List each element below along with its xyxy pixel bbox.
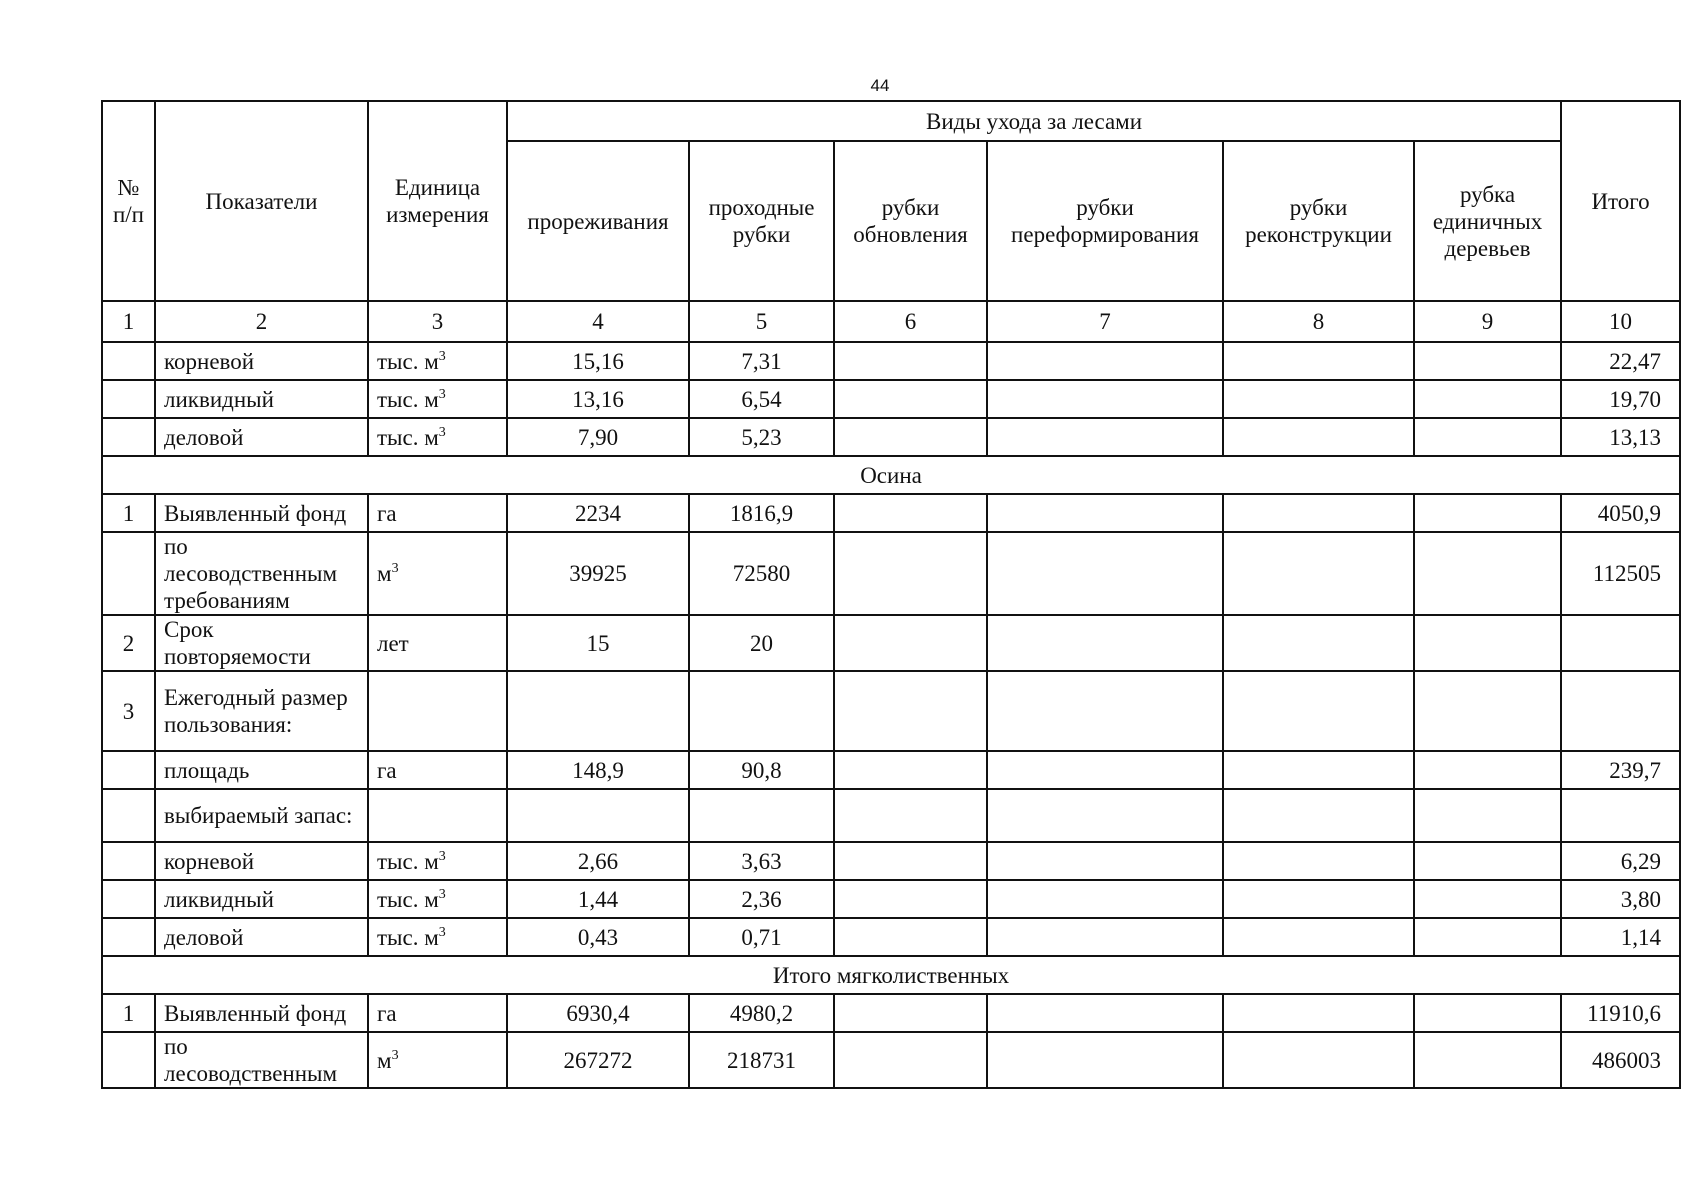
row-label: ликвидный: [155, 880, 368, 918]
table-row: [102, 615, 1680, 671]
table-row: [102, 671, 1680, 751]
unit-superscript: 3: [391, 1047, 399, 1063]
row-label: корневой: [155, 342, 368, 380]
value-single-tree-cutting: [1414, 494, 1561, 532]
row-unit: [368, 751, 507, 789]
row-number: [102, 880, 155, 918]
header-type-thinning: прореживания: [507, 141, 689, 301]
row-unit: [368, 789, 507, 842]
row-unit: [368, 994, 507, 1032]
value-single-tree-cutting: [1414, 751, 1561, 789]
row-number: [102, 532, 155, 615]
value-reformation-cutting: [987, 789, 1223, 842]
value-renewal-cutting: [834, 418, 987, 456]
value-thinning: 148,9: [507, 751, 689, 789]
row-number: [102, 1032, 155, 1088]
value-single-tree-cutting: [1414, 532, 1561, 615]
header-type-passage-cutting: проходные рубки: [689, 141, 834, 301]
table-row: [102, 789, 1680, 842]
unit-superscript: 3: [438, 348, 446, 364]
value-renewal-cutting: [834, 380, 987, 418]
value-thinning: 15,16: [507, 342, 689, 380]
col-number: 9: [1414, 301, 1561, 342]
row-unit: [368, 380, 507, 418]
row-label: Срок повторяемости: [155, 615, 368, 671]
value-thinning: 2,66: [507, 842, 689, 880]
value-reformation-cutting: [987, 380, 1223, 418]
table-row: [102, 380, 1680, 418]
col-number: 10: [1561, 301, 1680, 342]
unit-text: га: [377, 500, 397, 526]
value-renewal-cutting: [834, 751, 987, 789]
row-unit: [368, 671, 507, 751]
unit-superscript: 3: [438, 848, 446, 864]
value-reconstruction-cutting: [1223, 532, 1414, 615]
table-row: [102, 532, 1680, 615]
unit-superscript: 3: [391, 561, 399, 576]
value-total: 19,70: [1561, 380, 1680, 418]
value-renewal-cutting: [834, 532, 987, 615]
value-single-tree-cutting: [1414, 1032, 1561, 1088]
row-unit: [368, 880, 507, 918]
col-number: 5: [689, 301, 834, 342]
value-reformation-cutting: [987, 671, 1223, 751]
value-thinning: [507, 789, 689, 842]
row-number: [102, 751, 155, 789]
section-row: [102, 456, 1680, 494]
value-renewal-cutting: [834, 842, 987, 880]
value-reconstruction-cutting: [1223, 1032, 1414, 1088]
table-row: [102, 918, 1680, 956]
value-passage-cutting: 72580: [689, 532, 834, 615]
value-reformation-cutting: [987, 615, 1223, 671]
header-row-group: [102, 101, 1680, 141]
row-unit: [368, 615, 507, 671]
value-reconstruction-cutting: [1223, 842, 1414, 880]
table-row: [102, 842, 1680, 880]
value-thinning: 0,43: [507, 918, 689, 956]
value-total: [1561, 671, 1680, 751]
value-single-tree-cutting: [1414, 918, 1561, 956]
value-reconstruction-cutting: [1223, 880, 1414, 918]
section-row: [102, 956, 1680, 994]
value-single-tree-cutting: [1414, 880, 1561, 918]
row-number: [102, 418, 155, 456]
value-reformation-cutting: [987, 342, 1223, 380]
value-total: 4050,9: [1561, 494, 1680, 532]
value-total: 13,13: [1561, 418, 1680, 456]
value-thinning: [507, 671, 689, 751]
value-total: 6,29: [1561, 842, 1680, 880]
value-renewal-cutting: [834, 671, 987, 751]
row-label: Выявленный фонд: [155, 494, 368, 532]
table-row: [102, 494, 1680, 532]
row-number: [102, 789, 155, 842]
header-column-numbers: [102, 301, 1680, 342]
header-num: № п/п: [102, 101, 155, 301]
value-passage-cutting: [689, 671, 834, 751]
row-unit: [368, 842, 507, 880]
header-type-reconstruction-cutting: рубки реконструкции: [1223, 141, 1414, 301]
value-renewal-cutting: [834, 1032, 987, 1088]
unit-text: тыс. м: [377, 348, 439, 374]
value-reconstruction-cutting: [1223, 918, 1414, 956]
value-reconstruction-cutting: [1223, 380, 1414, 418]
unit-superscript: 3: [438, 386, 446, 402]
row-unit: [368, 1032, 507, 1088]
value-total: 1,14: [1561, 918, 1680, 956]
row-label: деловой: [155, 418, 368, 456]
row-label: корневой: [155, 842, 368, 880]
unit-text: тыс. м: [377, 848, 439, 874]
unit-superscript: 3: [438, 424, 446, 440]
row-unit: [368, 532, 507, 615]
row-label: деловой: [155, 918, 368, 956]
value-renewal-cutting: [834, 918, 987, 956]
value-total: 11910,6: [1561, 994, 1680, 1032]
value-passage-cutting: 218731: [689, 1032, 834, 1088]
value-passage-cutting: 4980,2: [689, 994, 834, 1032]
unit-text: га: [377, 757, 397, 783]
table-body: [102, 342, 1680, 1088]
value-reformation-cutting: [987, 918, 1223, 956]
header-total: Итого: [1561, 101, 1680, 301]
col-number: 7: [987, 301, 1223, 342]
value-passage-cutting: 5,23: [689, 418, 834, 456]
value-thinning: 267272: [507, 1032, 689, 1088]
table-row: [102, 1032, 1680, 1088]
row-label: площадь: [155, 751, 368, 789]
unit-text: лет: [377, 630, 409, 656]
header-unit: Единица измерения: [368, 101, 507, 301]
value-reformation-cutting: [987, 418, 1223, 456]
row-label: ликвидный: [155, 380, 368, 418]
page-number: 44: [870, 76, 890, 95]
row-number: [102, 342, 155, 380]
col-number: 2: [155, 301, 368, 342]
value-single-tree-cutting: [1414, 380, 1561, 418]
unit-superscript: 3: [438, 886, 446, 902]
header-indicator: Показатели: [155, 101, 368, 301]
value-single-tree-cutting: [1414, 671, 1561, 751]
value-passage-cutting: [689, 789, 834, 842]
value-single-tree-cutting: [1414, 842, 1561, 880]
row-unit: [368, 418, 507, 456]
row-label: по лесоводственным требованиям: [155, 532, 368, 615]
value-reconstruction-cutting: [1223, 671, 1414, 751]
value-total: [1561, 615, 1680, 671]
col-number: 3: [368, 301, 507, 342]
row-number: 2: [102, 615, 155, 671]
value-reformation-cutting: [987, 880, 1223, 918]
value-reformation-cutting: [987, 842, 1223, 880]
value-single-tree-cutting: [1414, 342, 1561, 380]
forest-care-table: [101, 100, 1681, 1089]
value-thinning: 7,90: [507, 418, 689, 456]
table-row: [102, 880, 1680, 918]
unit-text: тыс. м: [377, 886, 439, 912]
value-total: 3,80: [1561, 880, 1680, 918]
value-passage-cutting: 1816,9: [689, 494, 834, 532]
unit-text: тыс. м: [377, 924, 439, 950]
header-type-reformation-cutting: рубки переформирования: [987, 141, 1223, 301]
value-reconstruction-cutting: [1223, 994, 1414, 1032]
value-passage-cutting: 7,31: [689, 342, 834, 380]
value-single-tree-cutting: [1414, 418, 1561, 456]
value-thinning: 1,44: [507, 880, 689, 918]
table-row: [102, 418, 1680, 456]
value-reformation-cutting: [987, 994, 1223, 1032]
value-renewal-cutting: [834, 994, 987, 1032]
row-label: Ежегодный размер пользования:: [155, 671, 368, 751]
value-total: [1561, 789, 1680, 842]
value-single-tree-cutting: [1414, 994, 1561, 1032]
table-row: [102, 342, 1680, 380]
value-single-tree-cutting: [1414, 789, 1561, 842]
value-passage-cutting: 3,63: [689, 842, 834, 880]
header-type-renewal-cutting: рубки обновления: [834, 141, 987, 301]
row-number: [102, 918, 155, 956]
value-renewal-cutting: [834, 615, 987, 671]
value-renewal-cutting: [834, 789, 987, 842]
value-total: 239,7: [1561, 751, 1680, 789]
row-number: [102, 842, 155, 880]
unit-text: га: [377, 1000, 397, 1026]
value-reformation-cutting: [987, 1032, 1223, 1088]
value-reconstruction-cutting: [1223, 615, 1414, 671]
col-number: 4: [507, 301, 689, 342]
value-thinning: 13,16: [507, 380, 689, 418]
header-care-types-group: Виды ухода за лесами: [507, 101, 1561, 141]
value-reformation-cutting: [987, 494, 1223, 532]
unit-superscript: 3: [438, 924, 446, 940]
col-number: 1: [102, 301, 155, 342]
value-renewal-cutting: [834, 880, 987, 918]
row-label: по лесоводственным: [155, 1032, 368, 1088]
header-type-single-tree-cutting: рубка единичных деревьев: [1414, 141, 1561, 301]
value-reconstruction-cutting: [1223, 751, 1414, 789]
value-reformation-cutting: [987, 751, 1223, 789]
value-passage-cutting: 0,71: [689, 918, 834, 956]
row-label: Выявленный фонд: [155, 994, 368, 1032]
row-unit: [368, 494, 507, 532]
value-reconstruction-cutting: [1223, 418, 1414, 456]
value-thinning: 39925: [507, 532, 689, 615]
col-number: 6: [834, 301, 987, 342]
table-row: [102, 994, 1680, 1032]
row-number: 3: [102, 671, 155, 751]
section-title: Осина: [102, 456, 1680, 494]
value-total: 112505: [1561, 532, 1680, 615]
unit-text: тыс. м: [377, 424, 439, 450]
value-thinning: 2234: [507, 494, 689, 532]
value-renewal-cutting: [834, 342, 987, 380]
section-title: Итого мягколиственных: [102, 956, 1680, 994]
value-renewal-cutting: [834, 494, 987, 532]
value-total: 22,47: [1561, 342, 1680, 380]
value-passage-cutting: 90,8: [689, 751, 834, 789]
value-passage-cutting: 20: [689, 615, 834, 671]
value-passage-cutting: 6,54: [689, 380, 834, 418]
row-number: 1: [102, 494, 155, 532]
value-passage-cutting: 2,36: [689, 880, 834, 918]
col-number: 8: [1223, 301, 1414, 342]
row-number: 1: [102, 994, 155, 1032]
unit-text: м: [377, 1047, 392, 1073]
value-thinning: 6930,4: [507, 994, 689, 1032]
row-label: выбираемый запас:: [155, 789, 368, 842]
row-unit: [368, 342, 507, 380]
value-reformation-cutting: [987, 532, 1223, 615]
row-number: [102, 380, 155, 418]
unit-text: тыс. м: [377, 386, 439, 412]
value-reconstruction-cutting: [1223, 494, 1414, 532]
row-unit: [368, 918, 507, 956]
value-total: 486003: [1561, 1032, 1680, 1088]
unit-text: м: [377, 561, 392, 586]
table-row: [102, 751, 1680, 789]
value-single-tree-cutting: [1414, 615, 1561, 671]
value-reconstruction-cutting: [1223, 789, 1414, 842]
value-reconstruction-cutting: [1223, 342, 1414, 380]
value-thinning: 15: [507, 615, 689, 671]
